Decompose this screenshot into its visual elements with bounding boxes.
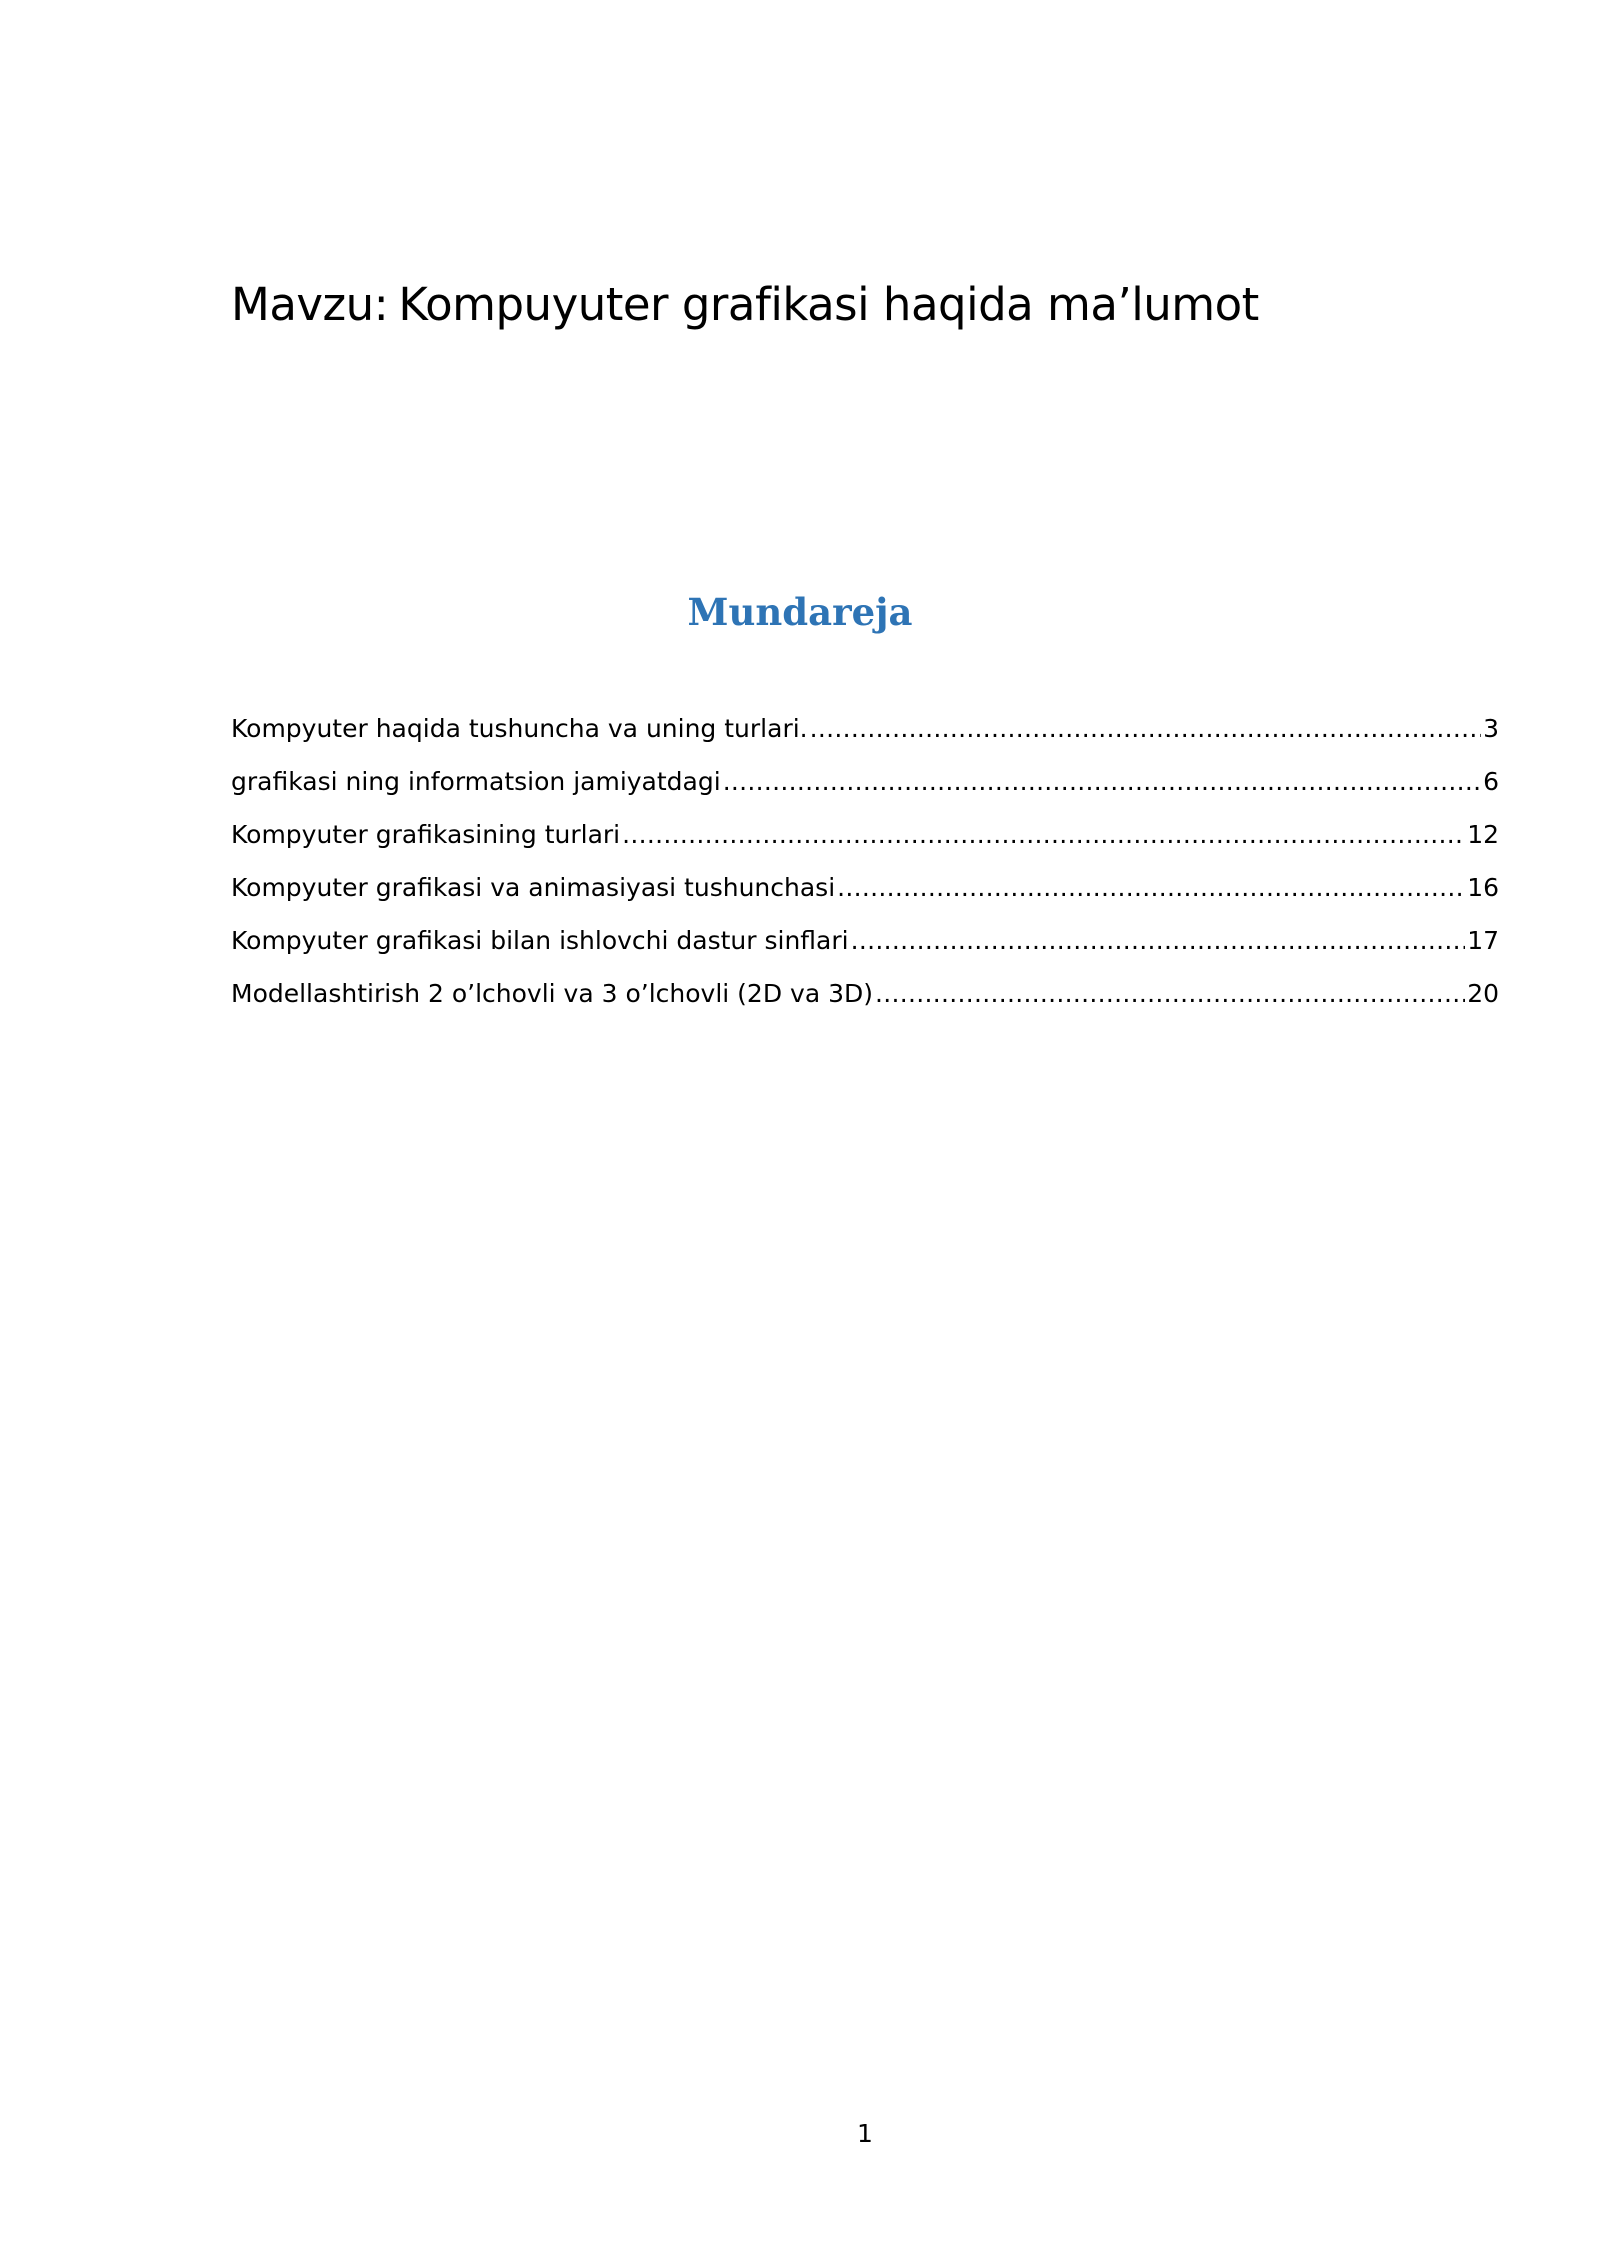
toc-entry[interactable] bbox=[231, 868, 1499, 921]
toc-entry-page: 16 bbox=[1467, 873, 1499, 902]
toc-entry-page: 12 bbox=[1467, 820, 1499, 849]
toc-entry[interactable] bbox=[231, 815, 1499, 868]
toc-leader-dots bbox=[875, 974, 1465, 1014]
toc-leader-dots bbox=[837, 868, 1465, 908]
toc-entry[interactable] bbox=[231, 974, 1499, 1027]
toc-entry-page: 6 bbox=[1483, 767, 1499, 796]
toc-heading: Mundareja bbox=[687, 590, 913, 634]
toc-leader-dots bbox=[622, 815, 1465, 855]
toc-entry-page: 17 bbox=[1467, 926, 1499, 955]
title-label: Mavzu: bbox=[231, 278, 389, 331]
toc-entry-text: Kompyuter grafikasi va animasiyasi tushunchasi bbox=[231, 873, 836, 902]
toc-entry-text: Kompyuter grafikasining turlari bbox=[231, 820, 621, 849]
toc-leader-dots bbox=[810, 709, 1481, 749]
title-text: Kompuyuter grafikasi haqida ma’lumot bbox=[398, 278, 1259, 331]
toc-entry-text: Modellashtirish 2 o’lchovli va 3 o’lchovli (2D va 3D) bbox=[231, 979, 873, 1008]
toc-entry[interactable] bbox=[231, 709, 1499, 762]
toc-entry-text: Kompyuter grafikasi bilan ishlovchi dastur sinflari bbox=[231, 926, 849, 955]
toc-leader-dots bbox=[851, 921, 1466, 961]
toc-entry-text: grafikasi ning informatsion jamiyatdagi bbox=[231, 767, 721, 796]
page-number: 1 bbox=[857, 2119, 873, 2148]
toc-entry-page: 3 bbox=[1483, 714, 1499, 743]
toc-entry-page: 20 bbox=[1467, 979, 1499, 1008]
toc-entry[interactable] bbox=[231, 921, 1499, 974]
toc-entry[interactable] bbox=[231, 762, 1499, 815]
toc-entry-text: Kompyuter haqida tushuncha va uning turlari. bbox=[231, 714, 808, 743]
table-of-contents bbox=[231, 709, 1499, 1027]
toc-leader-dots bbox=[723, 762, 1481, 802]
document-title bbox=[231, 276, 1259, 334]
